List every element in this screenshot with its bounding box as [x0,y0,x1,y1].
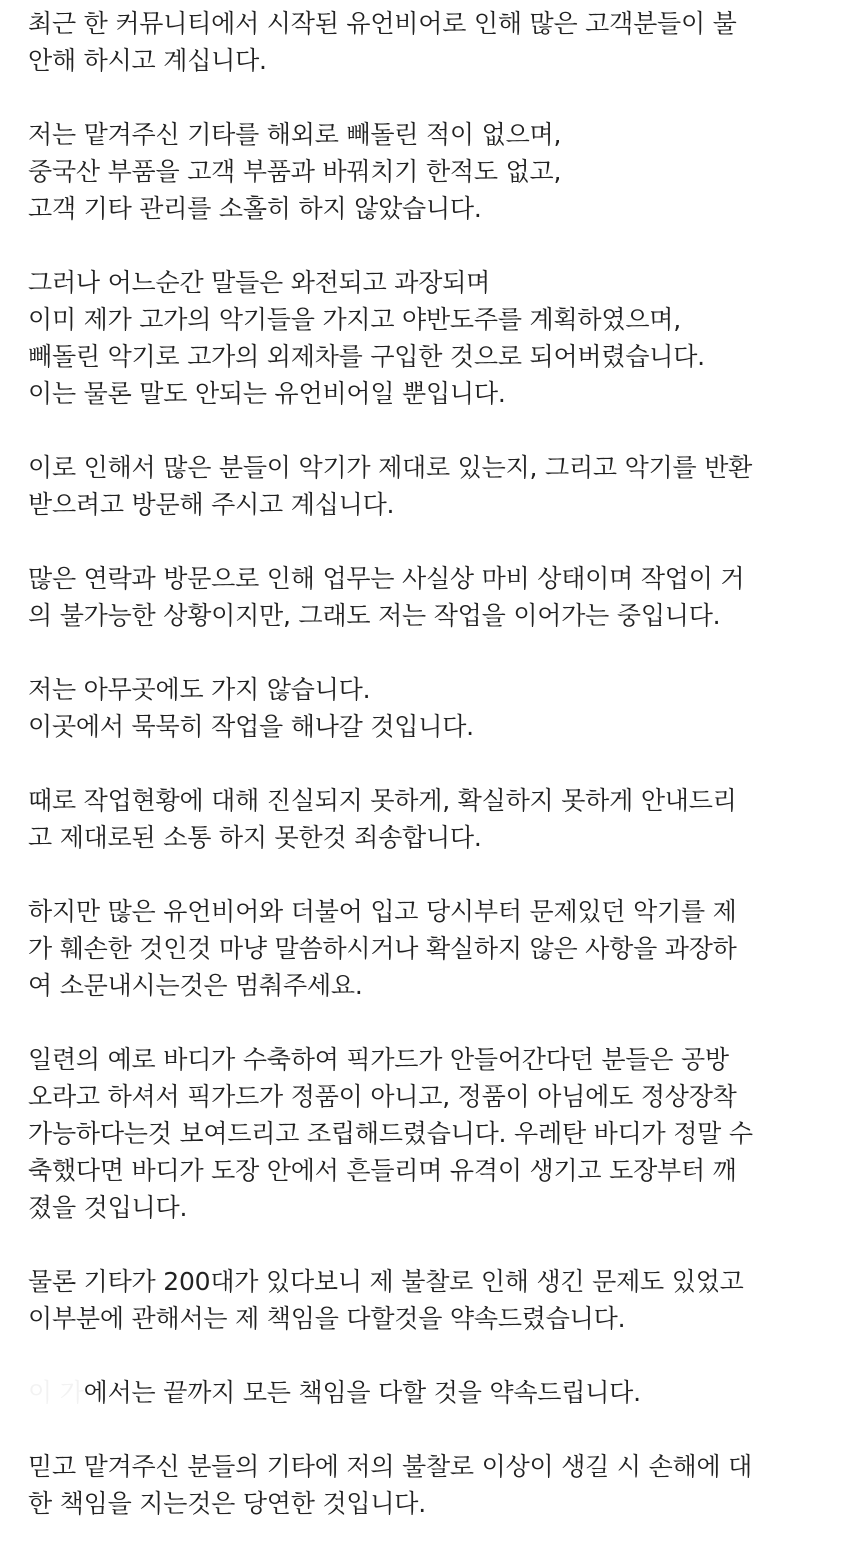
paragraph [28,1374,828,1411]
text-line: 축했다면 바디가 도장 안에서 흔들리며 유격이 생기고 도장부터 깨 [28,1156,737,1185]
text-line: 가능하다는것 보여드리고 조립해드렸습니다. 우레탄 바디가 정말 수 [28,1119,753,1148]
text-line: 때로 작업현황에 대해 진실되지 못하게, 확실하지 못하게 안내드리 [28,786,737,815]
text-line: 일련의 예로 바디가 수축하여 픽가드가 안들어간다던 분들은 공방 [28,1045,729,1074]
text-line: 저는 맡겨주신 기타를 해외로 빼돌린 적이 없으며, [28,120,562,149]
text-line: 고 제대로된 소통 하지 못한것 죄송합니다. [28,823,482,852]
text-line: 저는 아무곳에도 가지 않습니다. [28,675,371,704]
paragraph [28,1041,828,1226]
text-line: 믿고 맡겨주신 분들의 기타에 저의 불찰로 이상이 생길 시 손해에 대 [28,1452,753,1481]
text-line: 오라고 하셔서 픽가드가 정품이 아니고, 정품이 아님에도 정상장착 [28,1082,737,1111]
text-line: 가 훼손한 것인것 마냥 말씀하시거나 확실하지 않은 사항을 과장하 [28,934,737,963]
paragraph [28,1448,828,1522]
text-line: 졌을 것입니다. [28,1193,188,1222]
text-line: 받으려고 방문해 주시고 계십니다. [28,490,395,519]
text-line: 의 불가능한 상황이지만, 그래도 저는 작업을 이어가는 중입니다. [28,601,721,630]
text-line: 안해 하시고 계십니다. [28,46,267,75]
text-line [28,1374,828,1411]
text-line: 고객 기타 관리를 소홀히 하지 않았습니다. [28,194,482,223]
paragraph [28,782,828,856]
paragraph [28,116,828,227]
paragraph [28,1263,828,1337]
text-line: 여 소문내시는것은 멈춰주세요. [28,971,363,1000]
paragraph [28,449,828,523]
text-line: 이미 제가 고가의 악기들을 가지고 야반도주를 계획하였으며, [28,305,681,334]
text-line: 이로 인해서 많은 분들이 악기가 제대로 있는지, 그리고 악기를 반환 [28,453,753,482]
text-line: 이곳에서 묵묵히 작업을 해나갈 것입니다. [28,712,474,741]
text-line: 빼돌린 악기로 고가의 외제차를 구입한 것으로 되어버렸습니다. [28,342,705,371]
paragraph [28,893,828,1004]
text-line: 물론 기타가 200대가 있다보니 제 불찰로 인해 생긴 문제도 있었고 [28,1267,744,1296]
text-line: 한 책임을 지는것은 당연한 것입니다. [28,1489,426,1518]
paragraph [28,560,828,634]
paragraph [28,5,828,79]
text-line: 많은 연락과 방문으로 인해 업무는 사실상 마비 상태이며 작업이 거 [28,564,745,593]
text-line: 이는 물론 말도 안되는 유언비어일 뿐입니다. [28,379,506,408]
text-line: 그러나 어느순간 말들은 와전되고 과장되며 [28,268,491,297]
text-line: 하지만 많은 유언비어와 더불어 입고 당시부터 문제있던 악기를 제 [28,897,737,926]
paragraph [28,264,828,412]
text-line: 최근 한 커뮤니티에서 시작된 유언비어로 인해 많은 고객분들이 불 [28,9,737,38]
redacted-prefix: 이 가 [28,1378,84,1407]
text-line-rest: 에서는 끝까지 모든 책임을 다할 것을 약속드립니다. [83,1378,641,1407]
paragraph [28,671,828,745]
text-line: 이부분에 관해서는 제 책임을 다할것을 약속드렸습니다. [28,1304,626,1333]
text-line: 중국산 부품을 고객 부품과 바꿔치기 한적도 없고, [28,157,562,186]
